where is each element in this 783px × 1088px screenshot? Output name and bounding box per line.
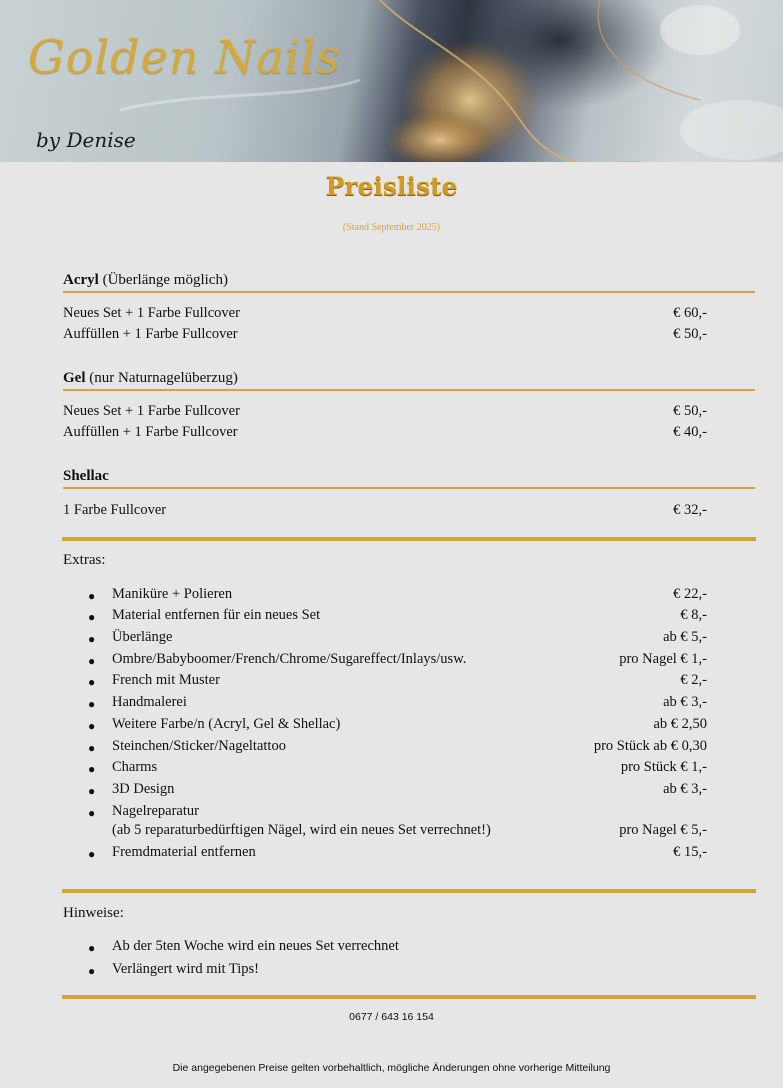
item-note: (ab 5 reparaturbedürftigen Nägel, wird ein neues Set verrechnet!) bbox=[112, 822, 491, 838]
bullet-icon: ● bbox=[88, 847, 96, 861]
bullet-icon: ● bbox=[88, 610, 96, 624]
item-price: pro Stück € 1,- bbox=[620, 759, 707, 775]
price-row bbox=[63, 305, 707, 325]
item-price: pro Nagel € 1,- bbox=[619, 651, 707, 667]
price-row bbox=[63, 424, 707, 444]
bullet-icon: ● bbox=[88, 784, 96, 798]
extras-label: Extras: bbox=[63, 552, 106, 568]
bullet-icon: ● bbox=[88, 719, 96, 733]
service-label: Auffüllen + 1 Farbe Fullcover bbox=[63, 326, 238, 342]
footer-disclaimer: Die angegebenen Preise gelten vorbehaltlich, mögliche Änderungen ohne vorherige Mitteilung bbox=[172, 1062, 611, 1074]
item-price: pro Nagel € 5,- bbox=[619, 822, 707, 838]
list-item bbox=[88, 803, 707, 843]
service-price: € 50,- bbox=[673, 403, 707, 419]
service-label: Neues Set + 1 Farbe Fullcover bbox=[63, 403, 240, 419]
price-row bbox=[63, 403, 707, 423]
bullet-icon: ● bbox=[88, 675, 96, 689]
brand-name: Golden Nails bbox=[28, 30, 341, 84]
item-label: Fremdmaterial entfernen bbox=[112, 844, 256, 860]
item-label: Charms bbox=[112, 759, 158, 775]
note-text: Verlängert wird mit Tips! bbox=[112, 961, 260, 977]
service-label: Auffüllen + 1 Farbe Fullcover bbox=[63, 424, 238, 440]
bullet-icon: ● bbox=[88, 964, 96, 978]
bullet-icon: ● bbox=[88, 762, 96, 776]
item-label: French mit Muster bbox=[112, 672, 220, 688]
item-label: 3D Design bbox=[112, 781, 175, 797]
section-heading-gel bbox=[63, 370, 755, 391]
item-label: Überlänge bbox=[112, 629, 173, 645]
service-price: € 32,- bbox=[673, 502, 707, 518]
service-label: Neues Set + 1 Farbe Fullcover bbox=[63, 305, 240, 321]
bullet-icon: ● bbox=[88, 654, 96, 668]
item-label: Handmalerei bbox=[112, 694, 187, 710]
service-price: € 60,- bbox=[673, 305, 707, 321]
service-price: € 40,- bbox=[673, 424, 707, 440]
bullet-icon: ● bbox=[88, 632, 96, 646]
item-label: Weitere Farbe/n (Acryl, Gel & Shellac) bbox=[112, 716, 341, 732]
phone-number: 0677 / 643 16 154 bbox=[349, 1011, 434, 1023]
notes-label: Hinweise: bbox=[63, 905, 124, 921]
item-price: ab € 5,- bbox=[663, 629, 707, 645]
divider bbox=[62, 537, 756, 541]
section-note: (Überlänge möglich) bbox=[98, 272, 228, 288]
service-price: € 50,- bbox=[673, 326, 707, 342]
item-price: € 15,- bbox=[673, 844, 707, 860]
item-price: pro Stück ab € 0,30 bbox=[593, 738, 707, 754]
section-heading-acryl bbox=[63, 272, 755, 293]
item-price: ab € 3,- bbox=[663, 694, 707, 710]
item-label: Steinchen/Sticker/Nageltattoo bbox=[112, 738, 286, 754]
brand-byline: by Denise bbox=[36, 128, 136, 152]
item-price: € 8,- bbox=[680, 607, 707, 623]
bullet-icon: ● bbox=[88, 806, 96, 820]
item-label: Maniküre + Polieren bbox=[112, 586, 233, 602]
header-banner bbox=[0, 0, 783, 162]
item-price: ab € 2,50 bbox=[653, 716, 707, 732]
page-title: Preisliste bbox=[325, 172, 458, 201]
bullet-icon: ● bbox=[88, 589, 96, 603]
item-price: ab € 3,- bbox=[663, 781, 707, 797]
section-title: Acryl bbox=[63, 272, 99, 288]
section-note: (nur Naturnagelüberzug) bbox=[85, 370, 238, 386]
item-label: Ombre/Babyboomer/French/Chrome/Sugareffect/Inlays/usw. bbox=[112, 651, 467, 667]
section-title: Shellac bbox=[63, 468, 109, 484]
bullet-icon: ● bbox=[88, 741, 96, 755]
note-text: Ab der 5ten Woche wird ein neues Set verrechnet bbox=[112, 938, 399, 954]
section-title: Gel bbox=[63, 370, 86, 386]
bullet-icon: ● bbox=[88, 697, 96, 711]
item-label: Nagelreparatur bbox=[112, 803, 199, 819]
item-price: € 22,- bbox=[673, 586, 707, 602]
divider bbox=[62, 995, 756, 999]
item-price: € 2,- bbox=[680, 672, 707, 688]
price-row bbox=[63, 502, 707, 522]
page-subtitle: (Stand September 2025) bbox=[342, 222, 441, 233]
section-heading-shellac bbox=[63, 468, 755, 489]
price-row bbox=[63, 326, 707, 346]
divider bbox=[62, 889, 756, 893]
item-label: Material entfernen für ein neues Set bbox=[112, 607, 321, 623]
bullet-icon: ● bbox=[88, 941, 96, 955]
service-label: 1 Farbe Fullcover bbox=[63, 502, 167, 518]
